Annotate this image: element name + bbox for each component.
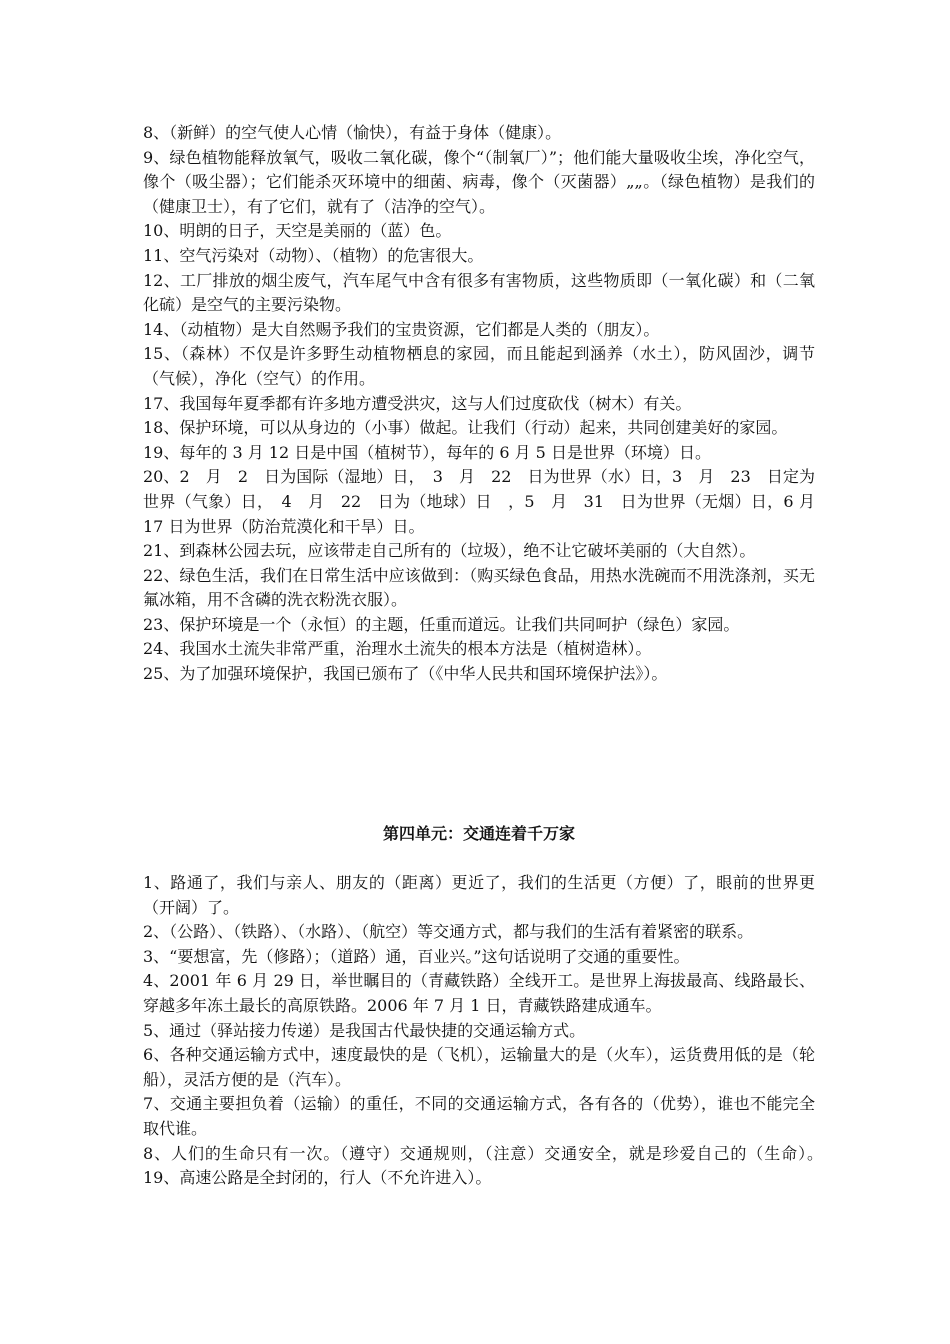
unit3-item-list [143, 121, 815, 687]
list-item: 20、2 月 2 日为国际（湿地）日， 3 月 22 日为世界（水）日，3 月 23 日定为世界（气象）日， 4 月 22 日为（地球）日 ，5 月 31 日为世界（无烟）日，6 月 17 日为世界（防治荒漠化和干旱）日。 [143, 467, 815, 536]
list-item: 1、路通了，我们与亲人、朋友的（距离）更近了，我们的生活更（方便）了，眼前的世界更（开阔）了。 [143, 873, 815, 917]
list-item: 12、工厂排放的烟尘废气，汽车尾气中含有很多有害物质，这些物质即（一氧化碳）和（二氧化硫）是空气的主要污染物。 [143, 270, 815, 315]
list-item: 18、保护环境，可以从身边的（小事）做起。让我们（行动）起来，共同创建美好的家园。 [143, 418, 788, 438]
list-item: 10、明朗的日子，天空是美丽的（蓝）色。 [143, 221, 452, 241]
list-item: 15、（森林）不仅是许多野生动植物栖息的家园，而且能起到涵养（水土），防风固沙，调节（气候），净化（空气）的作用。 [143, 344, 815, 388]
list-item: 19、每年的 3 月 12 日是中国（植树节），每年的 6 月 5 日是世界（环境）日。 [143, 442, 711, 462]
list-item: 11、空气污染对（动物）、（植物）的危害很大。 [143, 245, 484, 265]
list-item: 14、（动植物）是大自然赐予我们的宝贵资源，它们都是人类的（朋友）。 [143, 319, 660, 339]
list-item: 22、绿色生活，我们在日常生活中应该做到：（购买绿色食品，用热水洗碗而不用洗涤剂，买无氟冰箱，用不含磷的洗衣粉洗衣服）。 [143, 565, 815, 610]
list-item: 5、通过（驿站接力传递）是我国古代最快捷的交通运输方式。 [143, 1020, 586, 1040]
list-item: 6、各种交通运输方式中，速度最快的是（飞机），运输量大的是（火车），运货费用低的是（轮船），灵活方便的是（汽车）。 [143, 1045, 815, 1089]
list-item: 9、绿色植物能释放氧气，吸收二氧化碳，像个“（制氧厂）”；他们能大量吸收尘埃，净化空气，像个（吸尘器）；它们能杀灭环境中的细菌、病毒，像个（灭菌器）„„。（绿色植物）是我们的（健康卫士），有了它们，就有了（洁净的空气）。 [143, 147, 815, 216]
unit4-item-list [143, 871, 832, 1191]
list-item: 17、我国每年夏季都有许多地方遭受洪灾，这与人们过度砍伐（树木）有关。 [143, 393, 692, 413]
list-item: 2、（公路）、（铁路）、（水路）、（航空）等交通方式，都与我们的生活有着紧密的联系。 [143, 922, 754, 942]
unit4-title: 第四单元：交通连着千万家 [382, 824, 575, 843]
list-item: 4、2001 年 6 月 29 日，举世瞩目的（青藏铁路）全线开工。是世界上海拔最高、线路最长、穿越多年冻土最长的高原铁路。2006 年 7 月 1 日，青藏铁路建成通车。 [143, 971, 815, 1015]
list-item: 21、到森林公园去玩，应该带走自己所有的（垃圾），绝不让它破坏美丽的（大自然）。 [143, 541, 756, 561]
list-item: 25、为了加强环境保护，我国已颁布了（《中华人民共和国环境保护法》）。 [143, 664, 668, 684]
list-item: 3、“要想富，先（修路）；（道路）通，百业兴。”这句话说明了交通的重要性。 [143, 946, 690, 966]
list-item: 8、人们的生命只有一次。（遵守）交通规则，（注意）交通安全，就是珍爱自己的（生命）。 19、高速公路是全封闭的，行人（不允许进入）。 [143, 1143, 832, 1188]
list-item: 7、交通主要担负着（运输）的重任，不同的交通运输方式，各有各的（优势），谁也不能完全取代谁。 [143, 1094, 815, 1138]
list-item: 8、（新鲜）的空气使人心情（愉快），有益于身体（健康）。 [143, 123, 562, 142]
list-item: 24、我国水土流失非常严重，治理水土流失的根本方法是（植树造林）。 [143, 639, 652, 659]
list-item: 23、保护环境是一个（永恒）的主题，任重而道远。让我们共同呵护（绿色）家园。 [143, 614, 740, 634]
